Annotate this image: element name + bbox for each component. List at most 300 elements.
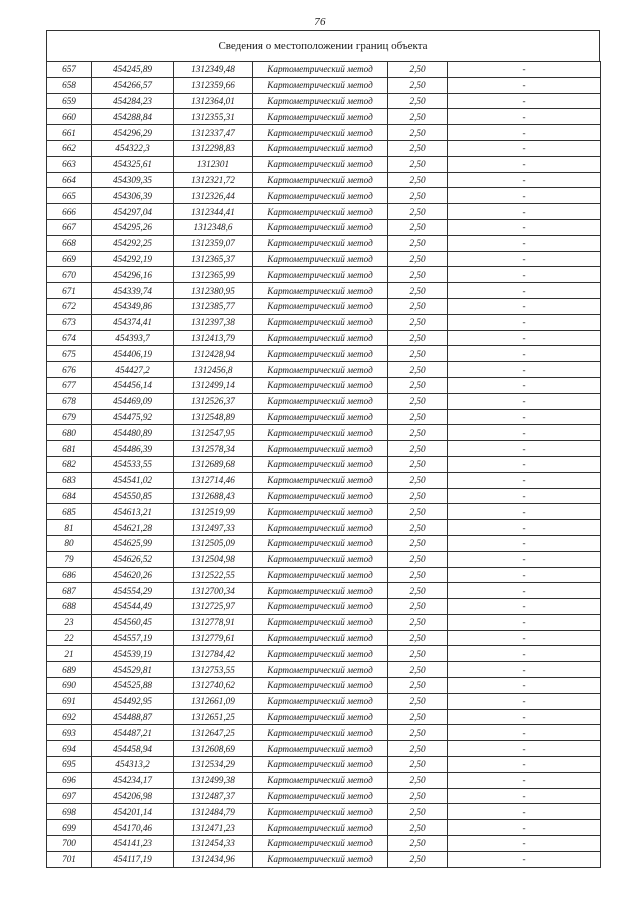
- point-number: 21: [47, 646, 92, 662]
- coord-y: 1312301: [174, 156, 253, 172]
- table-row: [47, 93, 601, 109]
- method-cell: Картометрический метод: [253, 535, 388, 551]
- precision-cell: 2,50: [388, 804, 448, 820]
- table-row: [47, 425, 601, 441]
- point-number: 692: [47, 709, 92, 725]
- description-cell: -: [448, 219, 601, 235]
- method-cell: Картометрический метод: [253, 425, 388, 441]
- table-row: [47, 441, 601, 457]
- point-number: 700: [47, 836, 92, 852]
- method-cell: Картометрический метод: [253, 551, 388, 567]
- coord-x: 454266,57: [92, 77, 174, 93]
- coord-x: 454325,61: [92, 156, 174, 172]
- description-cell: -: [448, 551, 601, 567]
- coord-y: 1312534,29: [174, 757, 253, 773]
- coord-y: 1312413,79: [174, 330, 253, 346]
- point-number: 79: [47, 551, 92, 567]
- description-cell: -: [448, 725, 601, 741]
- coord-x: 454475,92: [92, 409, 174, 425]
- description-cell: -: [448, 314, 601, 330]
- table-row: [47, 125, 601, 141]
- table-row: [47, 757, 601, 773]
- precision-cell: 2,50: [388, 551, 448, 567]
- coord-y: 1312700,34: [174, 583, 253, 599]
- precision-cell: 2,50: [388, 441, 448, 457]
- coord-x: 454533,55: [92, 456, 174, 472]
- point-number: 698: [47, 804, 92, 820]
- table-row: [47, 646, 601, 662]
- point-number: 666: [47, 204, 92, 220]
- table-row: [47, 630, 601, 646]
- method-cell: Картометрический метод: [253, 456, 388, 472]
- description-cell: -: [448, 425, 601, 441]
- coord-y: 1312365,99: [174, 267, 253, 283]
- coord-y: 1312505,09: [174, 535, 253, 551]
- precision-cell: 2,50: [388, 662, 448, 678]
- coord-x: 454529,81: [92, 662, 174, 678]
- point-number: 693: [47, 725, 92, 741]
- precision-cell: 2,50: [388, 488, 448, 504]
- coord-y: 1312344,41: [174, 204, 253, 220]
- point-number: 679: [47, 409, 92, 425]
- precision-cell: 2,50: [388, 77, 448, 93]
- method-cell: Картометрический метод: [253, 820, 388, 836]
- table-row: [47, 172, 601, 188]
- table-row: [47, 820, 601, 836]
- method-cell: Картометрический метод: [253, 804, 388, 820]
- coord-x: 454613,21: [92, 504, 174, 520]
- coord-x: 454393,7: [92, 330, 174, 346]
- table-row: [47, 836, 601, 852]
- coord-x: 454297,04: [92, 204, 174, 220]
- point-number: 699: [47, 820, 92, 836]
- coord-x: 454560,45: [92, 614, 174, 630]
- precision-cell: 2,50: [388, 156, 448, 172]
- precision-cell: 2,50: [388, 346, 448, 362]
- method-cell: Картометрический метод: [253, 219, 388, 235]
- method-cell: Картометрический метод: [253, 62, 388, 78]
- table-row: [47, 599, 601, 615]
- table-row: [47, 567, 601, 583]
- method-cell: Картометрический метод: [253, 662, 388, 678]
- point-number: 685: [47, 504, 92, 520]
- description-cell: -: [448, 851, 601, 867]
- table-row: [47, 109, 601, 125]
- method-cell: Картометрический метод: [253, 172, 388, 188]
- coord-x: 454170,46: [92, 820, 174, 836]
- precision-cell: 2,50: [388, 772, 448, 788]
- description-cell: -: [448, 456, 601, 472]
- point-number: 657: [47, 62, 92, 78]
- description-cell: -: [448, 709, 601, 725]
- description-cell: -: [448, 441, 601, 457]
- table-row: [47, 77, 601, 93]
- coord-x: 454309,35: [92, 172, 174, 188]
- description-cell: -: [448, 93, 601, 109]
- table-row: [47, 188, 601, 204]
- method-cell: Картометрический метод: [253, 77, 388, 93]
- precision-cell: 2,50: [388, 251, 448, 267]
- point-number: 670: [47, 267, 92, 283]
- description-cell: -: [448, 820, 601, 836]
- description-cell: -: [448, 298, 601, 314]
- table-row: [47, 62, 601, 78]
- coord-y: 1312504,98: [174, 551, 253, 567]
- table-row: [47, 251, 601, 267]
- coord-x: 454427,2: [92, 362, 174, 378]
- description-cell: -: [448, 678, 601, 694]
- point-number: 663: [47, 156, 92, 172]
- description-cell: -: [448, 172, 601, 188]
- description-cell: -: [448, 235, 601, 251]
- precision-cell: 2,50: [388, 567, 448, 583]
- coord-x: 454469,09: [92, 393, 174, 409]
- coord-y: 1312298,83: [174, 140, 253, 156]
- coord-x: 454296,16: [92, 267, 174, 283]
- page-number: 76: [314, 16, 326, 28]
- method-cell: Картометрический метод: [253, 567, 388, 583]
- description-cell: -: [448, 62, 601, 78]
- coord-x: 454458,94: [92, 741, 174, 757]
- point-number: 686: [47, 567, 92, 583]
- precision-cell: 2,50: [388, 725, 448, 741]
- method-cell: Картометрический метод: [253, 330, 388, 346]
- coord-y: 1312499,14: [174, 377, 253, 393]
- description-cell: -: [448, 630, 601, 646]
- description-cell: -: [448, 156, 601, 172]
- coord-y: 1312364,01: [174, 93, 253, 109]
- method-cell: Картометрический метод: [253, 314, 388, 330]
- description-cell: -: [448, 267, 601, 283]
- method-cell: Картометрический метод: [253, 836, 388, 852]
- description-cell: -: [448, 409, 601, 425]
- description-cell: -: [448, 109, 601, 125]
- method-cell: Картометрический метод: [253, 646, 388, 662]
- point-number: 676: [47, 362, 92, 378]
- point-number: 665: [47, 188, 92, 204]
- coord-y: 1312359,07: [174, 235, 253, 251]
- coord-x: 454234,17: [92, 772, 174, 788]
- precision-cell: 2,50: [388, 520, 448, 536]
- point-number: 668: [47, 235, 92, 251]
- description-cell: -: [448, 472, 601, 488]
- coord-y: 1312725,97: [174, 599, 253, 615]
- table-row: [47, 204, 601, 220]
- coord-y: 1312365,37: [174, 251, 253, 267]
- description-cell: -: [448, 757, 601, 773]
- table-row: [47, 346, 601, 362]
- method-cell: Картометрический метод: [253, 393, 388, 409]
- description-cell: -: [448, 535, 601, 551]
- method-cell: Картометрический метод: [253, 409, 388, 425]
- point-number: 671: [47, 283, 92, 299]
- precision-cell: 2,50: [388, 614, 448, 630]
- coord-y: 1312380,95: [174, 283, 253, 299]
- method-cell: Картометрический метод: [253, 362, 388, 378]
- table-title: Сведения о местоположении границ объекта: [46, 30, 600, 61]
- point-number: 80: [47, 535, 92, 551]
- table-row: [47, 314, 601, 330]
- point-number: 667: [47, 219, 92, 235]
- coord-x: 454117,19: [92, 851, 174, 867]
- coord-y: 1312321,72: [174, 172, 253, 188]
- table-row: [47, 851, 601, 867]
- coord-y: 1312434,96: [174, 851, 253, 867]
- method-cell: Картометрический метод: [253, 757, 388, 773]
- coord-y: 1312784,42: [174, 646, 253, 662]
- coord-y: 1312428,94: [174, 346, 253, 362]
- coord-y: 1312349,48: [174, 62, 253, 78]
- point-number: 677: [47, 377, 92, 393]
- method-cell: Картометрический метод: [253, 520, 388, 536]
- description-cell: -: [448, 251, 601, 267]
- description-cell: -: [448, 504, 601, 520]
- table-row: [47, 267, 601, 283]
- point-number: 684: [47, 488, 92, 504]
- coord-y: 1312547,95: [174, 425, 253, 441]
- coord-x: 454206,98: [92, 788, 174, 804]
- precision-cell: 2,50: [388, 583, 448, 599]
- precision-cell: 2,50: [388, 425, 448, 441]
- precision-cell: 2,50: [388, 235, 448, 251]
- coord-y: 1312578,34: [174, 441, 253, 457]
- coord-x: 454456,14: [92, 377, 174, 393]
- table-row: [47, 488, 601, 504]
- coord-x: 454620,26: [92, 567, 174, 583]
- precision-cell: 2,50: [388, 125, 448, 141]
- point-number: 664: [47, 172, 92, 188]
- description-cell: -: [448, 804, 601, 820]
- coord-x: 454539,19: [92, 646, 174, 662]
- precision-cell: 2,50: [388, 283, 448, 299]
- description-cell: -: [448, 520, 601, 536]
- description-cell: -: [448, 346, 601, 362]
- coord-x: 454541,02: [92, 472, 174, 488]
- precision-cell: 2,50: [388, 314, 448, 330]
- description-cell: -: [448, 693, 601, 709]
- point-number: 661: [47, 125, 92, 141]
- table-row: [47, 772, 601, 788]
- coord-x: 454544,49: [92, 599, 174, 615]
- coord-x: 454339,74: [92, 283, 174, 299]
- table-row: [47, 693, 601, 709]
- point-number: 81: [47, 520, 92, 536]
- coord-x: 454488,87: [92, 709, 174, 725]
- coord-y: 1312779,61: [174, 630, 253, 646]
- description-cell: -: [448, 77, 601, 93]
- table-row: [47, 504, 601, 520]
- point-number: 688: [47, 599, 92, 615]
- point-number: 680: [47, 425, 92, 441]
- point-number: 660: [47, 109, 92, 125]
- coord-y: 1312385,77: [174, 298, 253, 314]
- precision-cell: 2,50: [388, 757, 448, 773]
- method-cell: Картометрический метод: [253, 504, 388, 520]
- method-cell: Картометрический метод: [253, 488, 388, 504]
- method-cell: Картометрический метод: [253, 583, 388, 599]
- precision-cell: 2,50: [388, 204, 448, 220]
- table-row: [47, 156, 601, 172]
- method-cell: Картометрический метод: [253, 725, 388, 741]
- coord-y: 1312526,37: [174, 393, 253, 409]
- description-cell: -: [448, 362, 601, 378]
- precision-cell: 2,50: [388, 188, 448, 204]
- precision-cell: 2,50: [388, 630, 448, 646]
- point-number: 662: [47, 140, 92, 156]
- description-cell: -: [448, 204, 601, 220]
- point-number: 659: [47, 93, 92, 109]
- precision-cell: 2,50: [388, 456, 448, 472]
- point-number: 696: [47, 772, 92, 788]
- table-row: [47, 235, 601, 251]
- method-cell: Картометрический метод: [253, 614, 388, 630]
- point-number: 695: [47, 757, 92, 773]
- table-row: [47, 520, 601, 536]
- coord-x: 454487,21: [92, 725, 174, 741]
- method-cell: Картометрический метод: [253, 283, 388, 299]
- precision-cell: 2,50: [388, 62, 448, 78]
- point-number: 674: [47, 330, 92, 346]
- table-row: [47, 298, 601, 314]
- point-number: 690: [47, 678, 92, 694]
- coord-x: 454406,19: [92, 346, 174, 362]
- coord-y: 1312454,33: [174, 836, 253, 852]
- precision-cell: 2,50: [388, 377, 448, 393]
- description-cell: -: [448, 788, 601, 804]
- coord-x: 454621,28: [92, 520, 174, 536]
- coord-y: 1312688,43: [174, 488, 253, 504]
- coordinates-table-body: [47, 62, 601, 868]
- precision-cell: 2,50: [388, 820, 448, 836]
- coord-x: 454201,14: [92, 804, 174, 820]
- point-number: 23: [47, 614, 92, 630]
- point-number: 682: [47, 456, 92, 472]
- method-cell: Картометрический метод: [253, 156, 388, 172]
- coord-y: 1312740,62: [174, 678, 253, 694]
- coord-x: 454292,25: [92, 235, 174, 251]
- precision-cell: 2,50: [388, 709, 448, 725]
- coord-y: 1312359,66: [174, 77, 253, 93]
- boundary-table-container: [46, 30, 600, 868]
- method-cell: Картометрический метод: [253, 709, 388, 725]
- method-cell: Картометрический метод: [253, 251, 388, 267]
- method-cell: Картометрический метод: [253, 298, 388, 314]
- coord-x: 454306,39: [92, 188, 174, 204]
- coord-x: 454626,52: [92, 551, 174, 567]
- coord-y: 1312522,55: [174, 567, 253, 583]
- precision-cell: 2,50: [388, 741, 448, 757]
- table-row: [47, 678, 601, 694]
- precision-cell: 2,50: [388, 472, 448, 488]
- table-row: [47, 614, 601, 630]
- point-number: 691: [47, 693, 92, 709]
- method-cell: Картометрический метод: [253, 851, 388, 867]
- coord-y: 1312484,79: [174, 804, 253, 820]
- description-cell: -: [448, 741, 601, 757]
- precision-cell: 2,50: [388, 646, 448, 662]
- description-cell: -: [448, 583, 601, 599]
- coord-y: 1312326,44: [174, 188, 253, 204]
- precision-cell: 2,50: [388, 693, 448, 709]
- coord-y: 1312456,8: [174, 362, 253, 378]
- description-cell: -: [448, 836, 601, 852]
- point-number: 675: [47, 346, 92, 362]
- coord-x: 454554,29: [92, 583, 174, 599]
- coord-y: 1312337,47: [174, 125, 253, 141]
- table-row: [47, 788, 601, 804]
- point-number: 683: [47, 472, 92, 488]
- point-number: 687: [47, 583, 92, 599]
- coord-y: 1312608,69: [174, 741, 253, 757]
- precision-cell: 2,50: [388, 599, 448, 615]
- coord-x: 454525,88: [92, 678, 174, 694]
- description-cell: -: [448, 599, 601, 615]
- description-cell: -: [448, 330, 601, 346]
- table-row: [47, 804, 601, 820]
- coord-x: 454288,84: [92, 109, 174, 125]
- table-row: [47, 583, 601, 599]
- precision-cell: 2,50: [388, 109, 448, 125]
- table-row: [47, 709, 601, 725]
- point-number: 701: [47, 851, 92, 867]
- coord-y: 1312348,6: [174, 219, 253, 235]
- precision-cell: 2,50: [388, 851, 448, 867]
- point-number: 689: [47, 662, 92, 678]
- table-row: [47, 472, 601, 488]
- method-cell: Картометрический метод: [253, 235, 388, 251]
- coord-y: 1312778,91: [174, 614, 253, 630]
- table-row: [47, 551, 601, 567]
- method-cell: Картометрический метод: [253, 630, 388, 646]
- coord-x: 454349,86: [92, 298, 174, 314]
- coord-x: 454480,89: [92, 425, 174, 441]
- point-number: 658: [47, 77, 92, 93]
- coord-y: 1312661,09: [174, 693, 253, 709]
- table-row: [47, 409, 601, 425]
- method-cell: Картометрический метод: [253, 377, 388, 393]
- precision-cell: 2,50: [388, 836, 448, 852]
- method-cell: Картометрический метод: [253, 472, 388, 488]
- precision-cell: 2,50: [388, 330, 448, 346]
- description-cell: -: [448, 393, 601, 409]
- description-cell: -: [448, 772, 601, 788]
- point-number: 673: [47, 314, 92, 330]
- table-row: [47, 140, 601, 156]
- precision-cell: 2,50: [388, 267, 448, 283]
- description-cell: -: [448, 140, 601, 156]
- description-cell: -: [448, 662, 601, 678]
- precision-cell: 2,50: [388, 678, 448, 694]
- method-cell: Картометрический метод: [253, 188, 388, 204]
- precision-cell: 2,50: [388, 409, 448, 425]
- point-number: 678: [47, 393, 92, 409]
- coord-x: 454550,85: [92, 488, 174, 504]
- precision-cell: 2,50: [388, 504, 448, 520]
- point-number: 669: [47, 251, 92, 267]
- precision-cell: 2,50: [388, 393, 448, 409]
- method-cell: Картометрический метод: [253, 140, 388, 156]
- method-cell: Картометрический метод: [253, 346, 388, 362]
- precision-cell: 2,50: [388, 298, 448, 314]
- method-cell: Картометрический метод: [253, 693, 388, 709]
- table-row: [47, 741, 601, 757]
- coord-x: 454141,23: [92, 836, 174, 852]
- table-row: [47, 662, 601, 678]
- coord-x: 454322,3: [92, 140, 174, 156]
- precision-cell: 2,50: [388, 140, 448, 156]
- coord-y: 1312548,89: [174, 409, 253, 425]
- coord-y: 1312397,38: [174, 314, 253, 330]
